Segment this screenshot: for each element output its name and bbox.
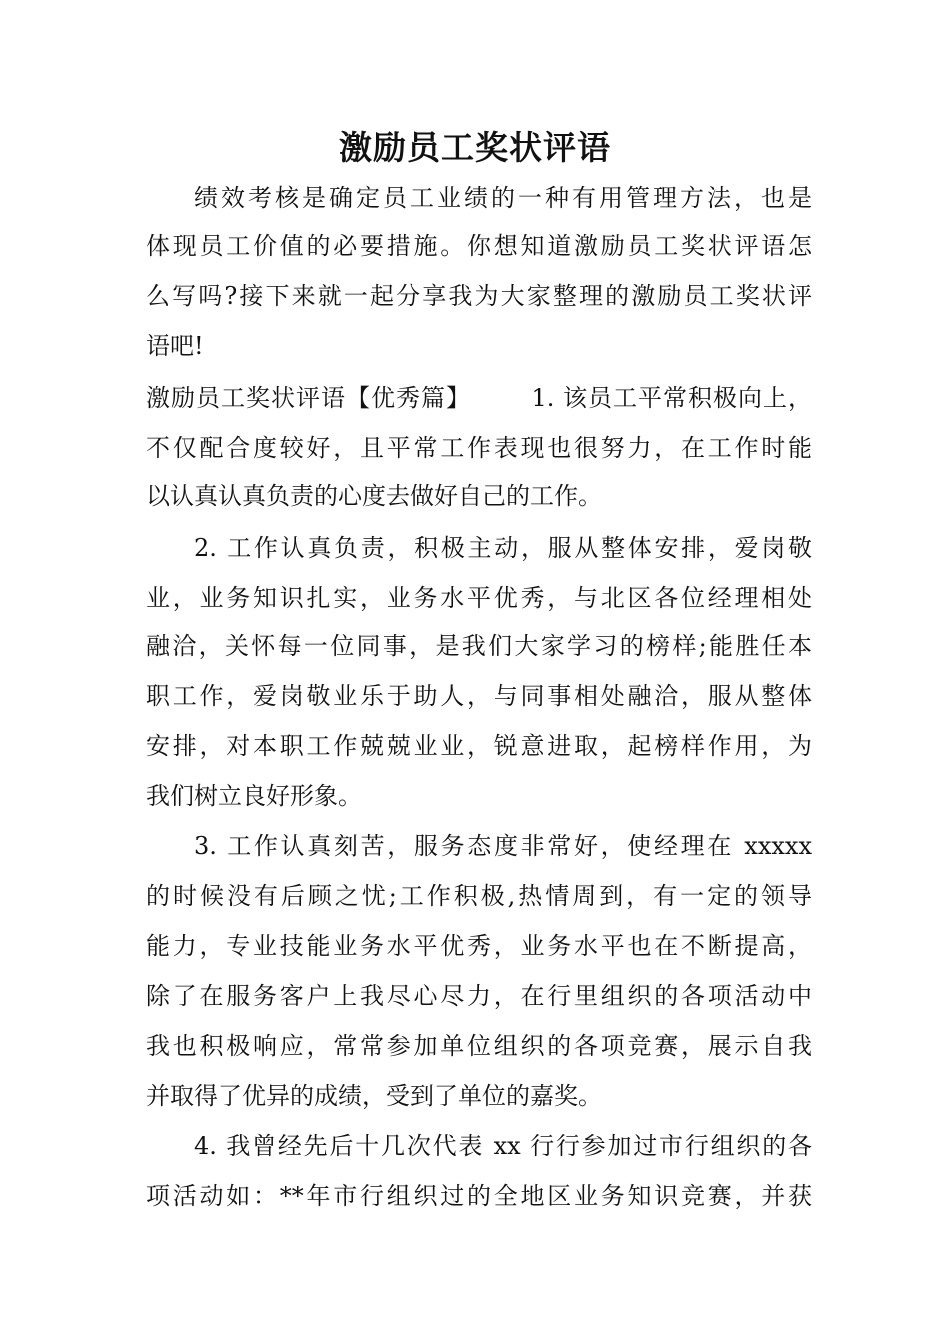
paragraph-line: 除了在服务客户上我尽心尽力，在行里组织的各项活动中 <box>146 982 812 1010</box>
paragraph-line: 语吧! <box>146 332 204 360</box>
paragraph-line: 我也积极响应，常常参加单位组织的各项竞赛，展示自我 <box>146 1032 812 1060</box>
paragraph-line: 职工作，爱岗敬业乐于助人，与同事相处融洽，服从整体 <box>146 682 812 710</box>
paragraph-line: 能力，专业技能业务水平优秀，业务水平也在不断提高， <box>146 932 812 960</box>
paragraph-line: 业，业务知识扎实，业务水平优秀，与北区各位经理相处 <box>146 584 812 612</box>
paragraph-line: 安排，对本职工作兢兢业业，锐意进取，起榜样作用，为 <box>146 732 812 760</box>
paragraph-line: 的时候没有后顾之忧;工作积极,热情周到，有一定的领导 <box>146 882 812 910</box>
paragraph-line: 体现员工价值的必要措施。你想知道激励员工奖状评语怎 <box>146 232 812 260</box>
paragraph-line: 2. 工作认真负责，积极主动，服从整体安排，爱岗敬 <box>194 534 812 562</box>
paragraph-line: 么写吗?接下来就一起分享我为大家整理的激励员工奖状评 <box>146 282 812 310</box>
paragraph-line: 融洽，关怀每一位同事，是我们大家学习的榜样;能胜任本 <box>146 632 812 660</box>
section-heading-line: 激励员工奖状评语【优秀篇】 1. 该员工平常积极向上， <box>146 384 812 412</box>
paragraph-line: 4. 我曾经先后十几次代表 xx 行行参加过市行组织的各 <box>194 1132 812 1160</box>
document-title: 激励员工奖状评语 <box>339 128 611 167</box>
paragraph-line: 以认真认真负责的心度去做好自己的工作。 <box>146 482 602 510</box>
paragraph-line: 我们树立良好形象。 <box>146 782 362 810</box>
paragraph-line: 项活动如：**年市行组织过的全地区业务知识竞赛，并获 <box>146 1182 812 1210</box>
paragraph-line: 并取得了优异的成绩，受到了单位的嘉奖。 <box>146 1082 602 1110</box>
paragraph-line: 3. 工作认真刻苦，服务态度非常好，使经理在 xxxxx <box>194 832 812 860</box>
paragraph-line: 绩效考核是确定员工业绩的一种有用管理方法，也是 <box>194 184 812 212</box>
paragraph-line: 不仅配合度较好，且平常工作表现也很努力，在工作时能 <box>146 434 812 462</box>
